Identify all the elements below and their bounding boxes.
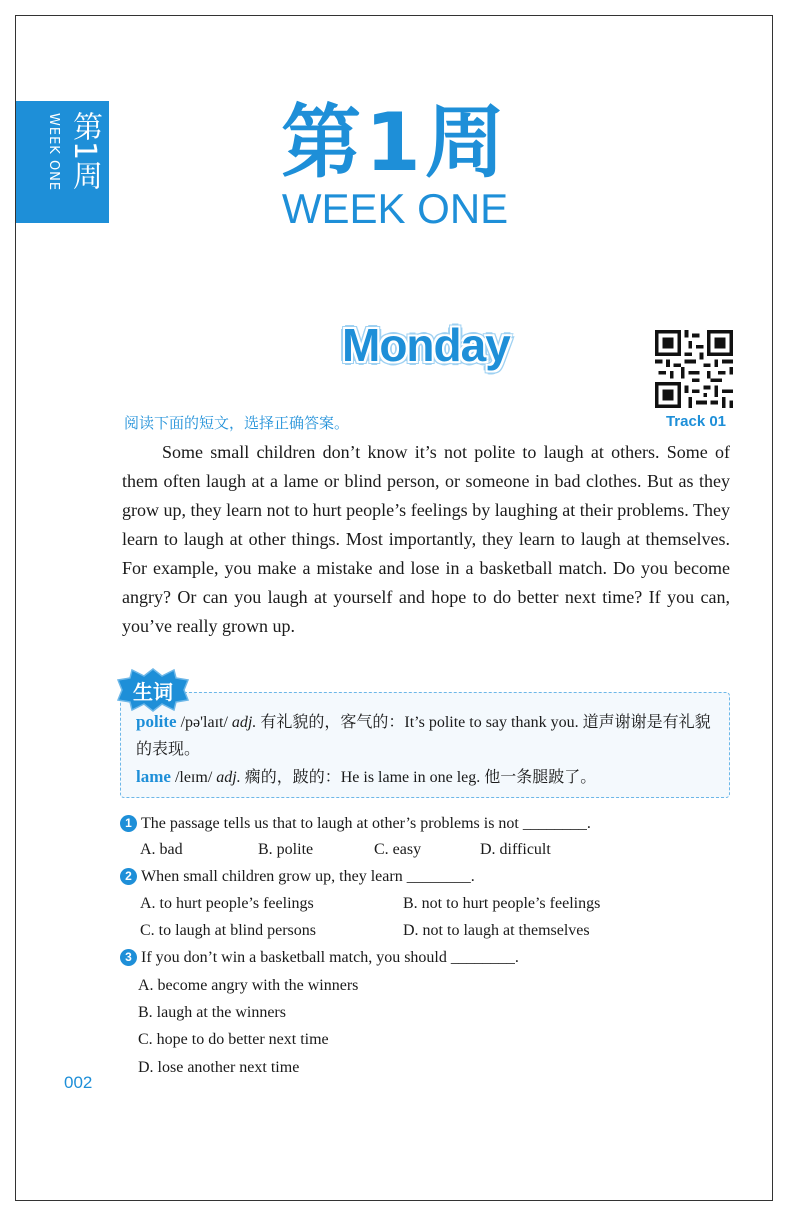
option-1c[interactable]: C. easy <box>374 841 422 858</box>
vocab-word: polite <box>136 712 177 731</box>
vocab-pos: adj. <box>216 769 241 786</box>
reading-passage: Some small children don’t know it’s not polite to laugh at others. Some of them often laugh at a lame or blind person, or someone in bad clothes. But as they grow up, they learn not to hurt people’s feelings by laughing at their problems. They learn to laugh at other things. Most importantly, they learn to laugh at themselves. For example, you make a mistake and lose in a basketball match. Do you become angry? Or can you laugh at yourself and hope to do better next time? If you can, you’ve really grown up. <box>122 442 730 636</box>
question-number-badge: 1 <box>120 815 137 832</box>
qr-code-icon[interactable] <box>655 330 733 408</box>
page-title-en: WEEK ONE <box>281 185 509 232</box>
vocab-pos: adj. <box>231 714 257 731</box>
option-2d[interactable]: D. not to laugh at themselves <box>403 922 590 939</box>
question-text: If you don’t win a basketball match, you should ________. <box>141 949 519 966</box>
option-2c[interactable]: C. to laugh at blind persons <box>140 922 316 939</box>
question-number-badge: 2 <box>120 868 137 885</box>
side-tab-week-en: WEEK ONE <box>46 113 61 192</box>
option-1a[interactable]: A. bad <box>140 841 183 858</box>
option-3a[interactable]: A. become angry with the winners <box>138 977 359 994</box>
page-title-cn: 第1周 <box>281 96 509 189</box>
option-2a[interactable]: A. to hurt people’s feelings <box>140 895 314 912</box>
option-1d[interactable]: D. difficult <box>480 841 551 858</box>
question-text: The passage tells us that to laugh at other’s problems is not ________. <box>141 815 591 832</box>
instruction-text: 阅读下面的短文，选择正确答案。 <box>124 414 350 432</box>
question-number-badge: 3 <box>120 949 137 966</box>
option-3b[interactable]: B. laugh at the winners <box>138 1004 286 1021</box>
vocab-phonetic: /pə'laɪt/ <box>180 714 228 731</box>
option-1b[interactable]: B. polite <box>258 841 314 858</box>
day-heading <box>342 318 510 372</box>
vocab-entry-lame <box>136 763 726 791</box>
question-2 <box>120 866 475 888</box>
day-title: Monday <box>342 319 510 371</box>
option-3d[interactable]: D. lose another next time <box>138 1059 300 1076</box>
vocab-definition: 瘸的，跛的：He is lame in one leg. 他一条腿跛了。 <box>244 769 597 786</box>
side-tab-week-cn: 第1周 <box>67 111 102 191</box>
vocab-entry-polite <box>136 708 726 763</box>
vocab-badge <box>116 668 190 712</box>
option-3c[interactable]: C. hope to do better next time <box>138 1031 329 1048</box>
vocab-phonetic: /leɪm/ <box>174 769 213 786</box>
question-1 <box>120 813 591 835</box>
vocab-definition: 有礼貌的，客气的：It’s polite to say thank you. 道声谢谢是有礼貌的表现。 <box>136 714 711 758</box>
page <box>15 15 773 1201</box>
option-2b[interactable]: B. not to hurt people’s feelings <box>403 895 601 912</box>
question-text: When small children grow up, they learn ________. <box>141 868 475 885</box>
page-number: 002 <box>64 1073 93 1092</box>
vocab-badge-label: 生词 <box>133 680 173 704</box>
track-label: Track 01 <box>665 413 727 430</box>
question-3 <box>120 947 519 969</box>
vocab-word: lame <box>136 767 171 786</box>
